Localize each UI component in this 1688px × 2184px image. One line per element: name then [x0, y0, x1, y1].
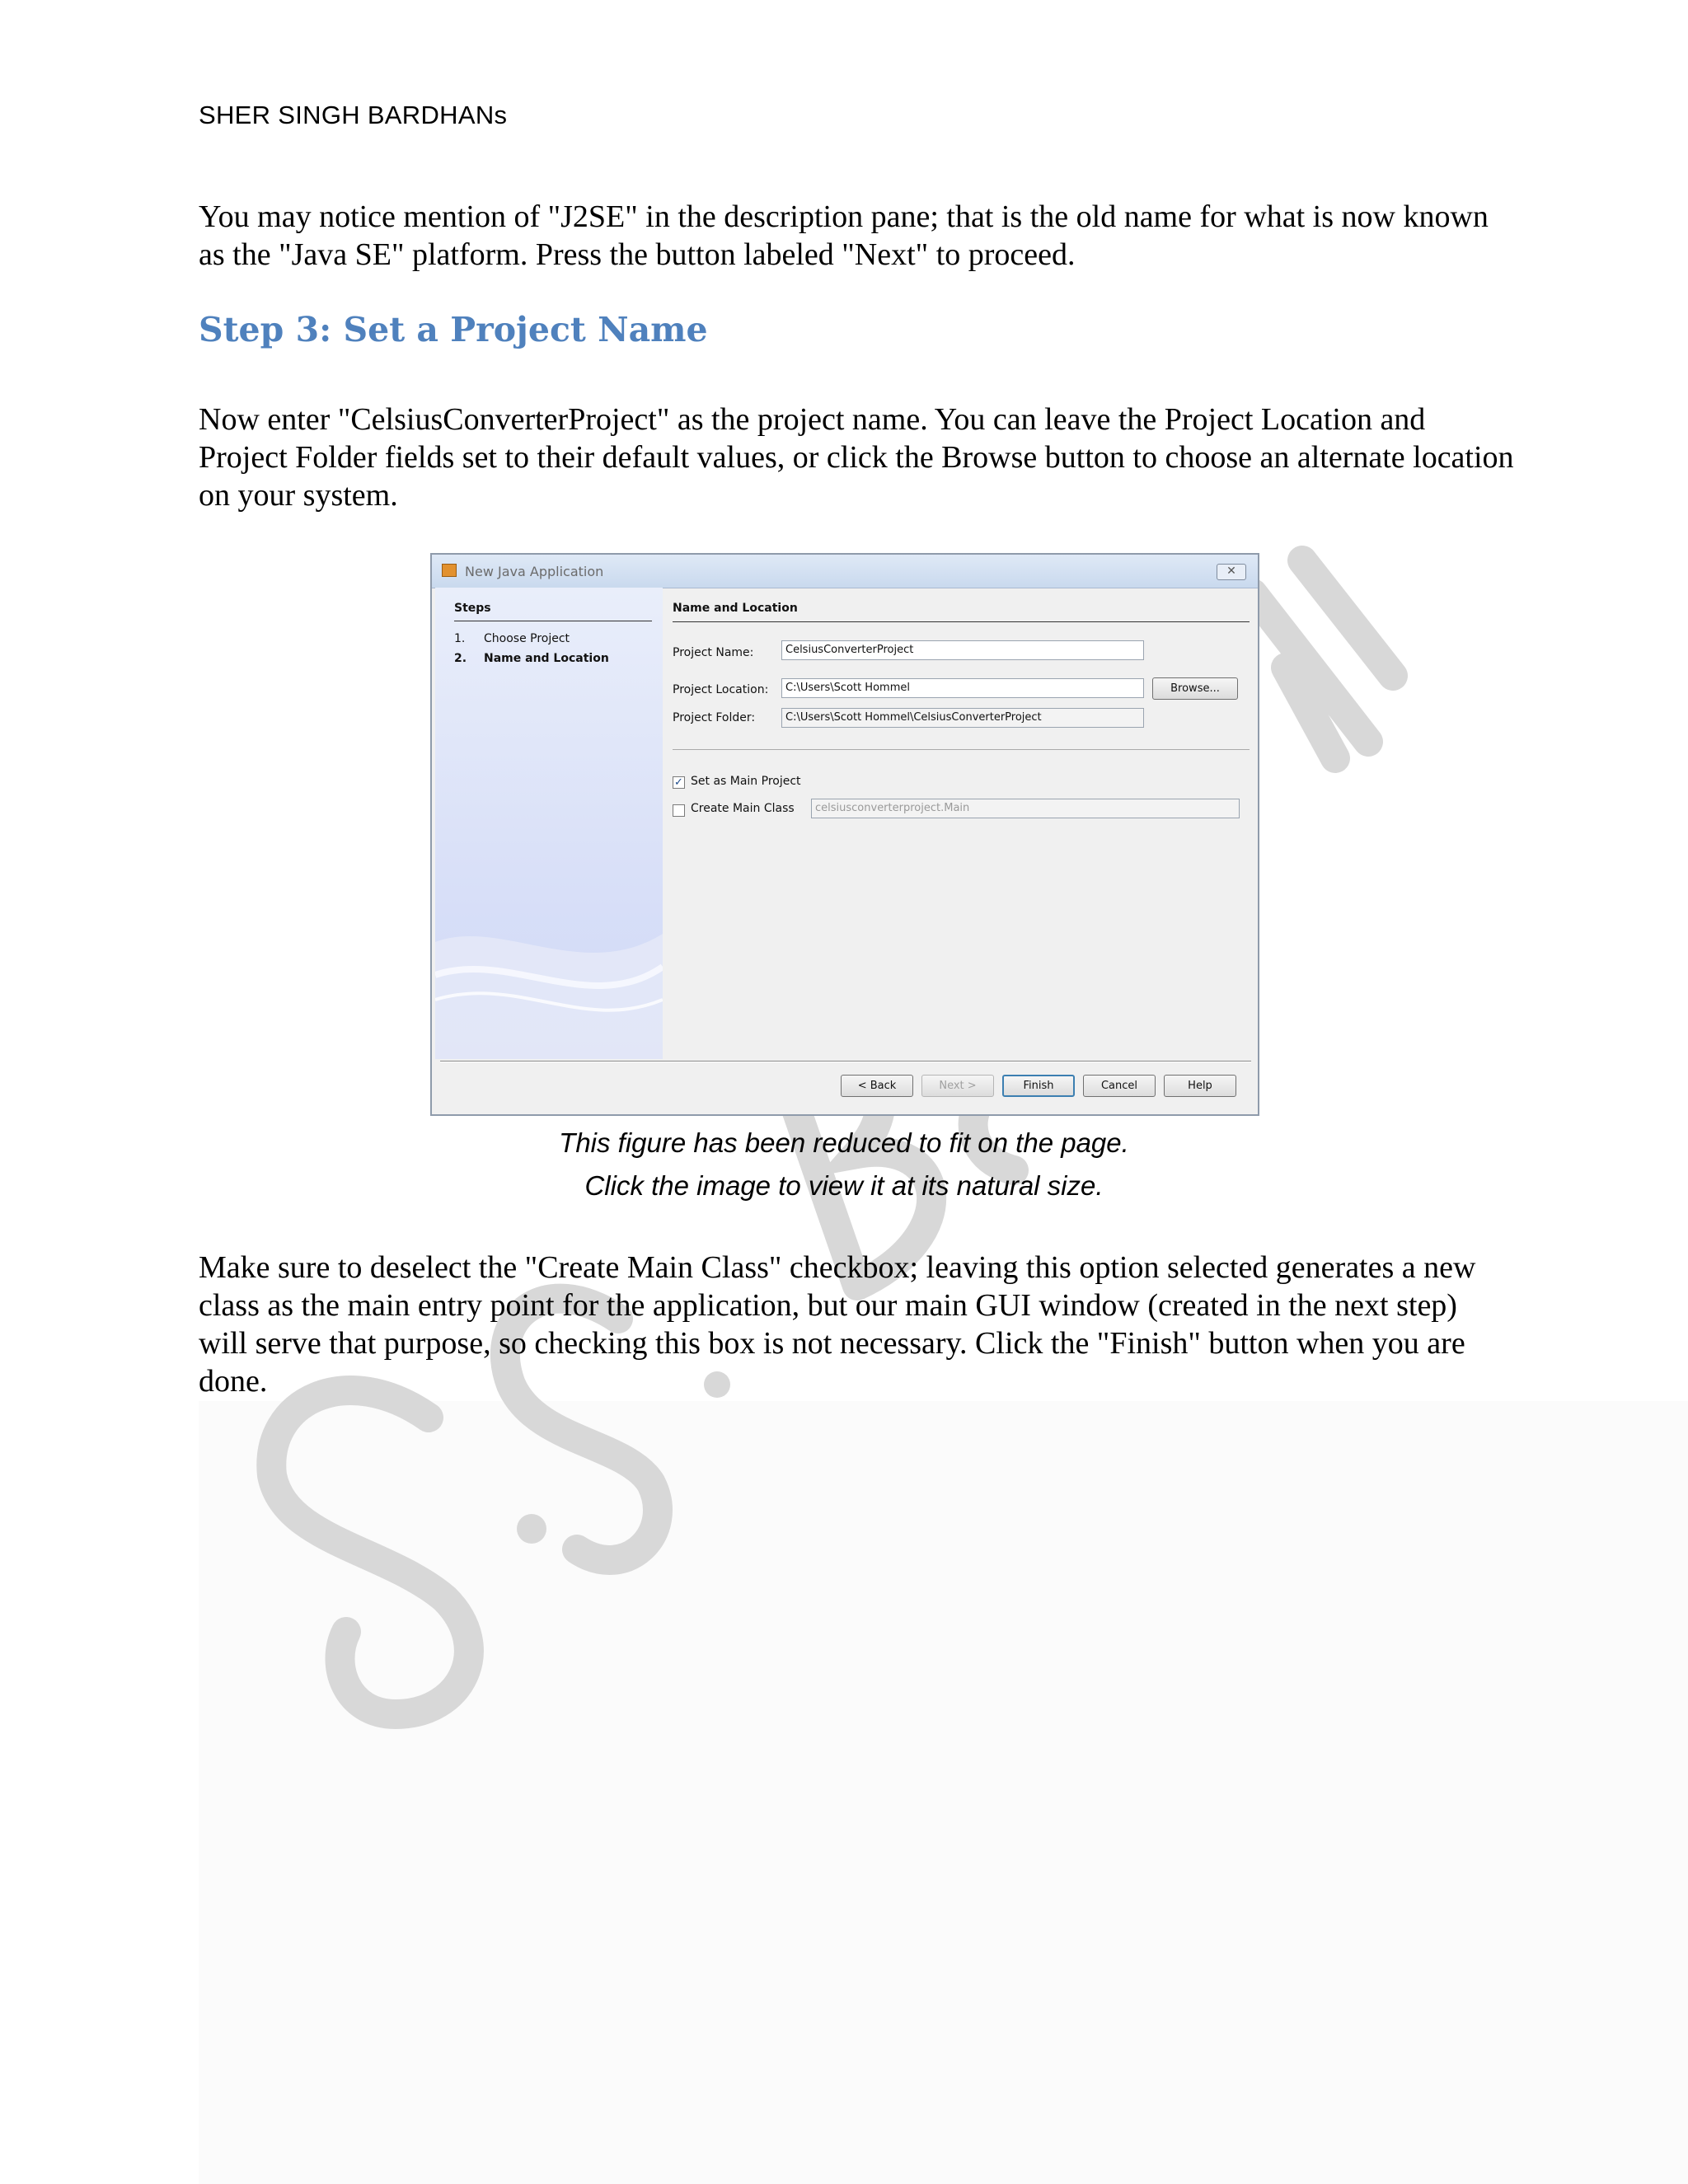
section-divider — [673, 621, 1250, 622]
step-heading: Step 3: Set a Project Name — [199, 310, 708, 349]
closing-paragraph: Make sure to deselect the "Create Main Class" checkbox; leaving this option selected generates a new class as the main entry point for the application, but our main GUI window (created in the next step) will serve that purpose, so checking this box is not necessary. Click the "Finish" button when you are done. — [199, 1250, 1476, 1399]
set-main-project-checkbox[interactable]: ✓ — [673, 776, 685, 789]
project-location-label: Project Location: — [673, 683, 769, 696]
step-number: 2. — [454, 652, 467, 665]
figure-caption-line1: This figure has been reduced to fit on the page. — [559, 1127, 1129, 1158]
set-main-project-label: Set as Main Project — [691, 775, 801, 788]
project-folder-label: Project Folder: — [673, 711, 756, 724]
main-class-input: celsiusconverterproject.Main — [811, 799, 1240, 818]
project-name-input[interactable]: CelsiusConverterProject — [781, 640, 1144, 660]
steps-title: Steps — [454, 602, 491, 615]
finish-button[interactable]: Finish — [1002, 1075, 1075, 1097]
back-button[interactable]: < Back — [841, 1075, 913, 1097]
intro-paragraph: You may notice mention of "J2SE" in the description pane; that is the old name for what is now known as the "Java SE" platform. Press the button labeled "Next" to proceed. — [199, 199, 1489, 272]
step-label: Choose Project — [484, 632, 570, 645]
steps-panel — [435, 588, 663, 1059]
java-app-icon — [442, 564, 457, 577]
project-name-label: Project Name: — [673, 646, 754, 659]
instruction-paragraph: Now enter "CelsiusConverterProject" as the project name. You can leave the Project Location and Project Folder fields set to their default values, or click the Browse button to choose an alternate location on your system. — [199, 402, 1514, 513]
figure-caption-line2: Click the image to view it at its natural size. — [584, 1170, 1104, 1201]
dialog-title: New Java Application — [465, 564, 604, 579]
step-label: Name and Location — [484, 652, 609, 665]
step-number: 1. — [454, 632, 466, 645]
cancel-button[interactable]: Cancel — [1083, 1075, 1156, 1097]
step-name-and-location — [454, 652, 609, 665]
dialog-content — [664, 588, 1253, 1059]
project-folder-field: C:\Users\Scott Hommel\CelsiusConverterProject — [781, 708, 1144, 728]
page-background-tint — [199, 1401, 1688, 2184]
project-location-input[interactable]: C:\Users\Scott Hommel — [781, 678, 1144, 698]
section-title: Name and Location — [673, 602, 798, 615]
next-button[interactable]: Next > — [921, 1075, 994, 1097]
help-button[interactable]: Help — [1164, 1075, 1236, 1097]
step-choose-project — [454, 632, 570, 645]
new-java-application-dialog[interactable] — [430, 553, 1259, 1116]
options-divider — [673, 749, 1250, 750]
create-main-class-label: Create Main Class — [691, 802, 795, 815]
create-main-class-checkbox[interactable] — [673, 804, 685, 817]
dialog-titlebar — [432, 555, 1258, 588]
header-author: SHER SINGH BARDHANs — [199, 101, 508, 129]
close-button[interactable]: ✕ — [1217, 564, 1246, 580]
browse-button[interactable]: Browse... — [1152, 677, 1238, 700]
